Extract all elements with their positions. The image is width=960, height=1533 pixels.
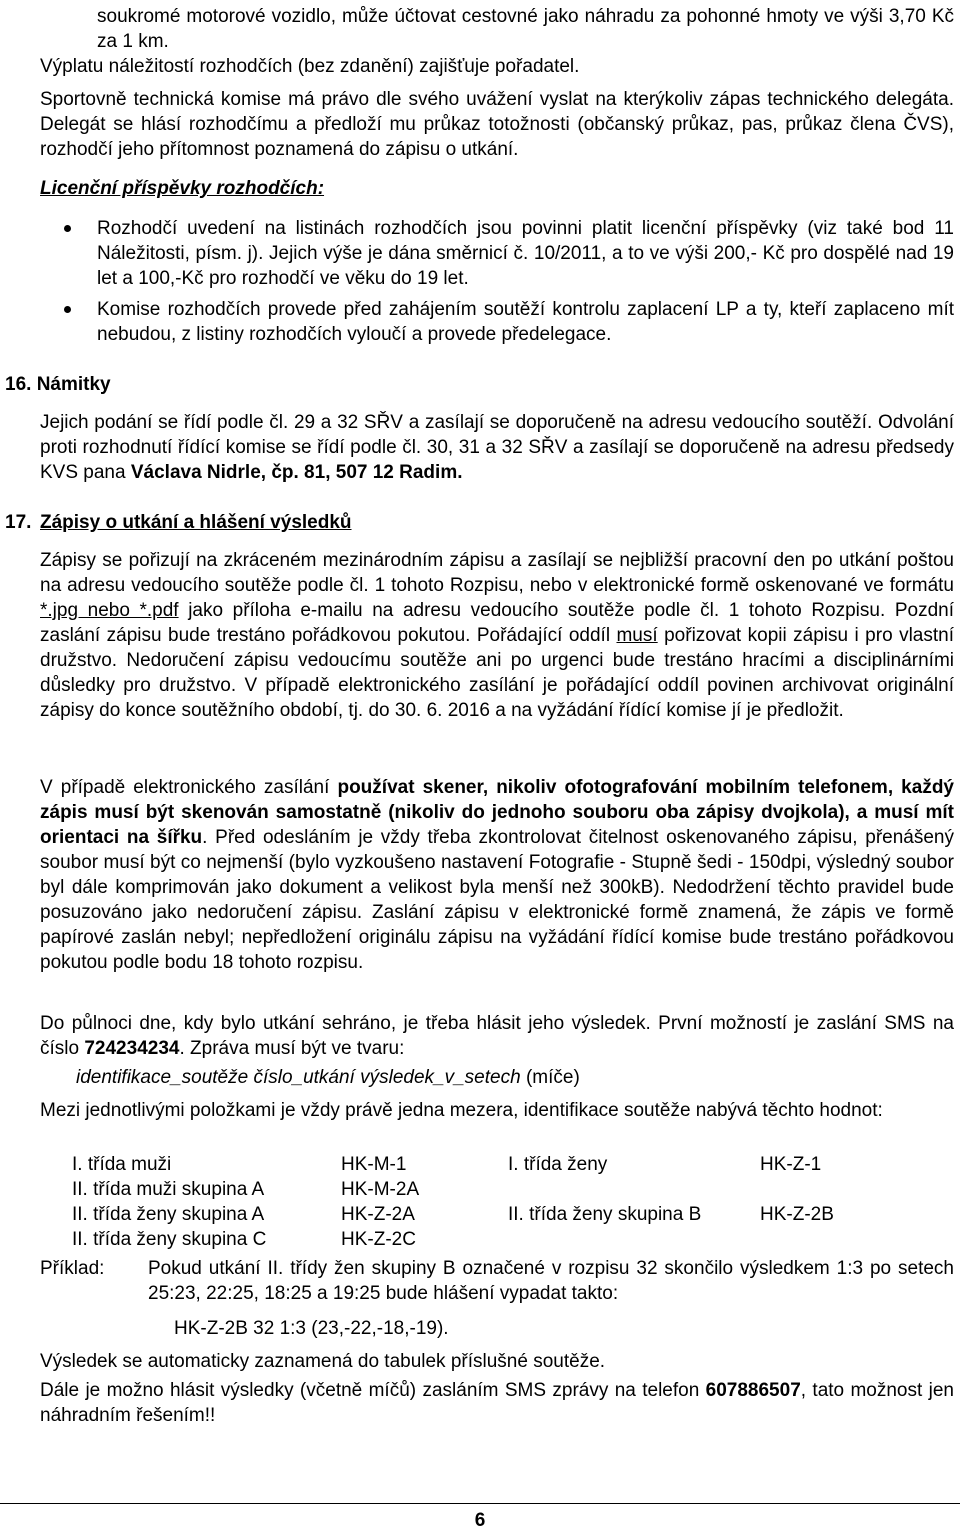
example-code: HK-Z-2B 32 1:3 (23,-22,-18,-19). bbox=[174, 1318, 449, 1339]
table-row: II. třída ženy skupina C HK-Z-2C bbox=[72, 1229, 416, 1250]
table-row: I. třída muži HK-M-1 I. třída ženy HK-Z-1 bbox=[72, 1154, 822, 1175]
licence-bullet-2: Komise rozhodčích provede před zahájením soutěží kontrolu zaplacení LP a ty, kteří zaplaceno mít nebudou, z listiny rozhodčích vyloučí a provede předelegace. bbox=[97, 299, 954, 345]
intro-delegate-paragraph: Sportovně technická komise má právo dle svého uvážení vyslat na kterýkoliv zápas technického delegáta. Delegát se hlásí rozhodčímu a předloží mu průkaz totožnosti (občanský průkaz, pas, průkaz člena ČVS), rozhodčí jeho přítomnost poznamená do zápisu o utkání. bbox=[40, 89, 954, 160]
page-number: 6 bbox=[474, 1510, 486, 1531]
licence-heading: Licenční příspěvky rozhodčích: bbox=[40, 178, 325, 199]
example-label: Příklad: bbox=[40, 1258, 105, 1279]
footer-rule bbox=[0, 1503, 960, 1504]
section-16-text: Jejich podání se řídí podle čl. 29 a 32 SŘV a zasílají se doporučeně na adresu vedoucího soutěží. Odvolání proti rozhodnutí řídící komise se řídí podle čl. 30, 31 a 32 SŘV a zasílají se doporučeně na adresu předsedy KVS pana Václava Nidrle, čp. 81, 507 12 Radim. bbox=[40, 412, 954, 483]
table-row: II. třída ženy skupina A HK-Z-2A II. třída ženy skupina B HK-Z-2B bbox=[72, 1204, 834, 1225]
section-17-paragraph-6: Dále je možno hlásit výsledky (včetně míčů) zasláním SMS zprávy na telefon 607886507, tato možnost jen náhradním řešením!! bbox=[40, 1380, 954, 1426]
competition-codes-table bbox=[72, 1152, 834, 1252]
section-17-paragraph-4: Mezi jednotlivými položkami je vždy právě jedna mezera, identifikace soutěže nabývá těchto hodnot: bbox=[40, 1100, 883, 1121]
bullet-dot bbox=[64, 306, 71, 313]
intro-payment-line: Výplatu náležitostí rozhodčích (bez zdanění) zajišťuje pořadatel. bbox=[40, 56, 580, 77]
section-17-title: Zápisy o utkání a hlášení výsledků bbox=[40, 512, 352, 533]
section-17-paragraph-2: V případě elektronického zasílání používat skener, nikoliv ofotografování mobilním telefonem, každý zápis musí být skenován samostatně (nikoliv do jednoho souboru oba zápisy dvojkola), a musí mít orientaci na šířku. Před odesláním je vždy třeba zkontrolovat čitelnost oskenovaného zápisu, přenášený soubor musí být co nejmenší (bylo vyzkoušeno nastavení Fotografie - Stupně šedi - 150dpi, výsledný soubor byl dále komprimován jako dokument a velikost byla menší než 300kB). Nedodržení těchto pravidel bude posuzováno jako nedoručení zápisu. Zaslání zápisu v elektronické formě znamená, že zápis ve formě papírové zaslán nebyl; nepředložení originálu zápisu na vyžádání řídící komise bude trestáno pořádkovou pokutou podle bodu 18 tohoto rozpisu. bbox=[40, 777, 954, 973]
section-17-number: 17. bbox=[5, 512, 32, 533]
example-text: Pokud utkání II. třídy žen skupiny B označené v rozpisu 32 skončilo výsledkem 1:3 po setech 25:23, 22:25, 18:25 a 19:25 bude hlášení vypadat takto: bbox=[148, 1258, 954, 1304]
sms-format: identifikace_soutěže číslo_utkání výsledek_v_setech (míče) bbox=[76, 1067, 580, 1088]
table-row: II. třída muži skupina A HK-M-2A bbox=[72, 1179, 420, 1200]
bullet-dot bbox=[64, 225, 71, 232]
section-16-heading: 16. Námitky bbox=[5, 374, 111, 395]
licence-bullet-1: Rozhodčí uvedení na listinách rozhodčích jsou povinni platit licenční příspěvky (viz také bod 11 Náležitosti, písm. j). Jejich výše je dána směrnicí č. 10/2011, a to ve výši 200,- Kč pro dospělé nad 19 let a 100,-Kč pro rozhodčí ve věku do 19 let. bbox=[97, 218, 954, 289]
intro-continuation: soukromé motorové vozidlo, může účtovat cestovné jako náhradu za pohonné hmoty ve výši 3,70 Kč za 1 km. bbox=[97, 6, 954, 52]
section-17-paragraph-5: Výsledek se automaticky zaznamená do tabulek příslušné soutěže. bbox=[40, 1351, 606, 1372]
section-17-paragraph-3: Do půlnoci dne, kdy bylo utkání sehráno, je třeba hlásit jeho výsledek. První možností je zaslání SMS na číslo 724234234. Zpráva musí být ve tvaru: bbox=[40, 1013, 954, 1059]
section-17-paragraph-1: Zápisy se pořizují na zkráceném mezinárodním zápisu a zasílají se nejbližší pracovní den po utkání poštou na adresu vedoucího soutěže podle čl. 1 tohoto Rozpisu, nebo v elektronické formě oskenované ve formátu *.jpg nebo *.pdf jako příloha e-mailu na adresu vedoucího soutěže podle čl. 1 tohoto Rozpisu. Pozdní zaslání zápisu bude trestáno pořádkovou pokutou. Pořádající oddíl musí pořizovat kopii zápisu i pro vlastní družstvo. Nedoručení zápisu vedoucímu soutěže ani po urgenci bude trestáno hracími a disciplinárními důsledky pro družstvo. V případě elektronického zasílání je pořádající oddíl povinen archivovat originální zápisy do konce soutěžního období, tj. do 30. 6. 2016 a na vyžádání řídící komise jí je předložit. bbox=[40, 550, 954, 721]
